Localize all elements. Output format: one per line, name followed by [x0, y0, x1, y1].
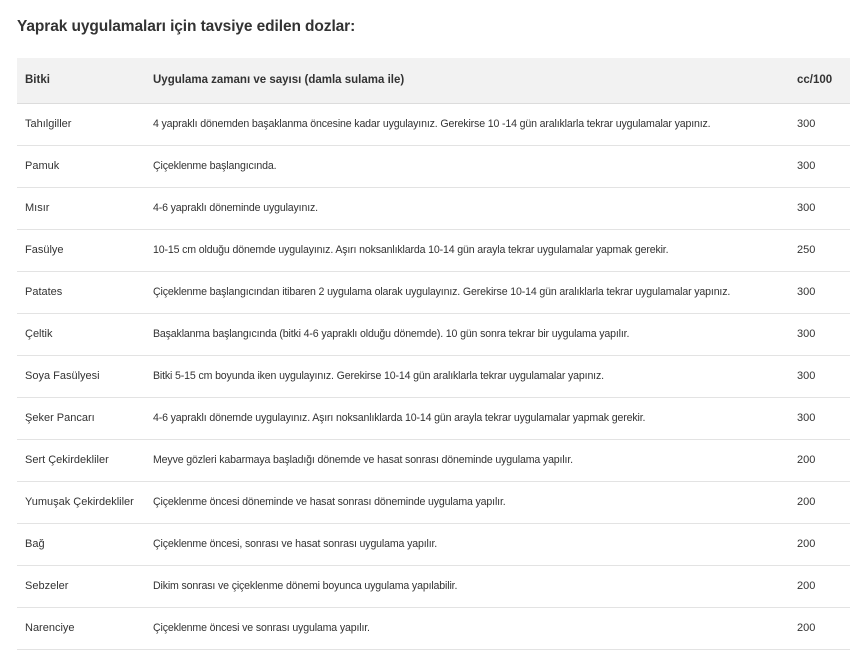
table-row	[17, 103, 850, 145]
table-row	[17, 145, 850, 187]
application-cell: Çiçeklenme başlangıcından itibaren 2 uygulama olarak uygulayınız. Gerekirse 10-14 gün aralıklarla tekrar uygulamalar yapınız.	[145, 271, 789, 313]
column-header-application: Uygulama zamanı ve sayısı (damla sulama ile)	[145, 58, 789, 103]
table-body	[17, 103, 850, 649]
plant-cell: Sert Çekirdekliler	[17, 439, 145, 481]
column-header-plant: Bitki	[17, 58, 145, 103]
application-cell: Başaklanma başlangıcında (bitki 4-6 yapraklı olduğu dönemde). 10 gün sonra tekrar bir uygulama yapılır.	[145, 313, 789, 355]
application-cell: 10-15 cm olduğu dönemde uygulayınız. Aşırı noksanlıklarda 10-14 gün arayla tekrar uygulamalar yapmak gerekir.	[145, 229, 789, 271]
dose-cell: 300	[789, 187, 850, 229]
plant-cell: Mısır	[17, 187, 145, 229]
dose-cell: 300	[789, 103, 850, 145]
dose-cell: 300	[789, 271, 850, 313]
application-cell: 4 yapraklı dönemden başaklanma öncesine kadar uygulayınız. Gerekirse 10 -14 gün aralıklarla tekrar uygulamalar yapınız.	[145, 103, 789, 145]
table-row	[17, 523, 850, 565]
dose-cell: 300	[789, 313, 850, 355]
plant-cell: Şeker Pancarı	[17, 397, 145, 439]
application-cell: Çiçeklenme öncesi, sonrası ve hasat sonrası uygulama yapılır.	[145, 523, 789, 565]
table-row	[17, 607, 850, 649]
plant-cell: Fasülye	[17, 229, 145, 271]
dose-cell: 200	[789, 607, 850, 649]
application-cell: Çiçeklenme öncesi ve sonrası uygulama yapılır.	[145, 607, 789, 649]
plant-cell: Yumuşak Çekirdekliler	[17, 481, 145, 523]
table-row	[17, 355, 850, 397]
table-row	[17, 439, 850, 481]
table-row	[17, 271, 850, 313]
plant-cell: Patates	[17, 271, 145, 313]
dose-cell: 200	[789, 565, 850, 607]
dose-cell: 200	[789, 481, 850, 523]
page-title: Yaprak uygulamaları için tavsiye edilen dozlar:	[17, 18, 356, 35]
plant-cell: Sebzeler	[17, 565, 145, 607]
dose-cell: 300	[789, 397, 850, 439]
application-cell: Meyve gözleri kabarmaya başladığı dönemde ve hasat sonrası döneminde uygulama yapılır.	[145, 439, 789, 481]
dosage-table	[17, 58, 850, 650]
dose-cell: 200	[789, 523, 850, 565]
application-cell: Bitki 5-15 cm boyunda iken uygulayınız. Gerekirse 10-14 gün aralıklarla tekrar uygulamalar yapınız.	[145, 355, 789, 397]
column-header-dose: cc/100	[789, 58, 850, 103]
table-row	[17, 565, 850, 607]
table-row	[17, 313, 850, 355]
application-cell: 4-6 yapraklı döneminde uygulayınız.	[145, 187, 789, 229]
application-cell: Dikim sonrası ve çiçeklenme dönemi boyunca uygulama yapılabilir.	[145, 565, 789, 607]
plant-cell: Tahılgiller	[17, 103, 145, 145]
table-row	[17, 397, 850, 439]
plant-cell: Çeltik	[17, 313, 145, 355]
table-row	[17, 187, 850, 229]
dose-cell: 250	[789, 229, 850, 271]
dose-cell: 200	[789, 439, 850, 481]
plant-cell: Bağ	[17, 523, 145, 565]
application-cell: 4-6 yapraklı dönemde uygulayınız. Aşırı noksanlıklarda 10-14 gün arayla tekrar uygulamalar yapmak gerekir.	[145, 397, 789, 439]
plant-cell: Narenciye	[17, 607, 145, 649]
table-row	[17, 481, 850, 523]
dose-cell: 300	[789, 355, 850, 397]
table-header	[17, 58, 850, 103]
dose-cell: 300	[789, 145, 850, 187]
table-row	[17, 229, 850, 271]
application-cell: Çiçeklenme başlangıcında.	[145, 145, 789, 187]
table-header-row	[17, 58, 850, 103]
plant-cell: Soya Fasülyesi	[17, 355, 145, 397]
plant-cell: Pamuk	[17, 145, 145, 187]
application-cell: Çiçeklenme öncesi döneminde ve hasat sonrası döneminde uygulama yapılır.	[145, 481, 789, 523]
